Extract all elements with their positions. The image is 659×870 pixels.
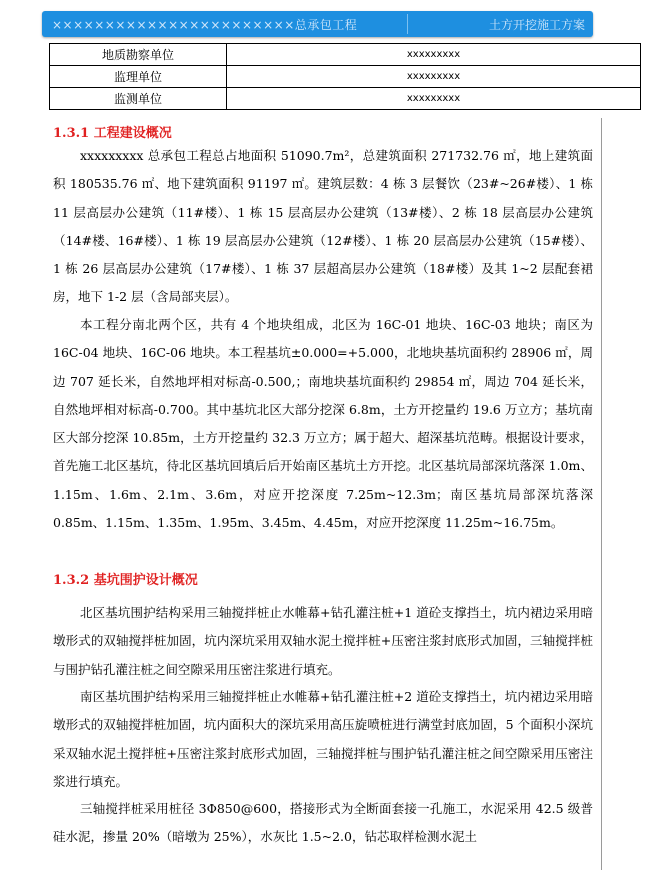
table-row xyxy=(50,66,641,88)
table-cell-value: xxxxxxxxx xyxy=(227,66,641,88)
body-paragraph: 南区基坑围护结构采用三轴搅拌桩止水帷幕+钻孔灌注桩+2 道砼支撑挡土，坑内裙边采用暗墩形式的双轴搅拌桩加固，坑内面积大的深坑采用高压旋喷桩进行满堂封底加固，5 个面积小深坑采双轴水泥土搅拌桩+压密注浆封底形式加固，三轴搅拌桩与围护钻孔灌注桩之间空隙采用压密注浆进行填充。 xyxy=(53,689,593,789)
table-cell-label: 地质勘察单位 xyxy=(50,44,227,66)
table-cell-label: 监测单位 xyxy=(50,88,227,110)
table-row xyxy=(50,44,641,66)
project-units-table xyxy=(49,43,641,110)
header-divider xyxy=(407,14,408,34)
table-cell-label: 监理单位 xyxy=(50,66,227,88)
body-paragraph: 北区基坑围护结构采用三轴搅拌桩止水帷幕+钻孔灌注桩+1 道砼支撑挡土，坑内裙边采用暗墩形式的双轴搅拌桩加固，坑内深坑采用双轴水泥土搅拌桩+压密注浆封底形式加固，三轴搅拌桩与围护钻孔灌注桩之间空隙采用压密注浆进行填充。 xyxy=(53,605,593,677)
table-cell-value: xxxxxxxxx xyxy=(227,44,641,66)
section-heading: 1.3.2 基坑围护设计概况 xyxy=(53,573,198,588)
page-margin-line xyxy=(601,118,602,870)
body-paragraph: xxxxxxxxx 总承包工程总占地面积 51090.7m²，总建筑面积 271732.76 ㎡，地上建筑面积 180535.76 ㎡、地下建筑面积 91197 ㎡。建筑层数：4 栋 3 层餐饮（23#~26#楼）、1 栋 11 层高层办公建筑（11#楼）、1 栋 15 层高层办公建筑（13#楼）、2 栋 18 层高层办公建筑（14#楼、16#楼）、1 栋 19 层高层办公建筑（12#楼）、1 栋 20 层高层办公建筑（15#楼）、1 栋 26 层高层办公建筑（17#楼）、1 栋 37 层超高层办公建筑（18#楼）及其 1~2 层配套裙房，地下 1-2 层（含局部夹层）。 xyxy=(53,148,593,305)
body-paragraph: 本工程分南北两个区，共有 4 个地块组成，北区为 16C-01 地块、16C-03 地块；南区为 16C-04 地块、16C-06 地块。本工程基坑±0.000=+5.000，北地块基坑面积约 28906 ㎡，周边 707 延长米，自然地坪相对标高-0.500,；南地块基坑面积约 29854 ㎡，周边 704 延长米，自然地坪相对标高-0.700。其中基坑北区大部分挖深 6.8m，土方开挖量约 19.6 万立方；基坑南区大部分挖深 10.85m，土方开挖量约 32.3 万立方；属于超大、超深基坑范畴。根据设计要求，首先施工北区基坑，待北区基坑回填后后开始南区基坑土方开挖。北区基坑局部深坑落深 1.0m、1.15m、1.6m、2.1m、3.6m，对应开挖深度 7.25m~12.3m；南区基坑局部深坑落深 0.85m、1.15m、1.35m、1.95m、3.45m、4.45m，对应开挖深度 11.25m~16.75m。 xyxy=(53,317,593,531)
section-heading: 1.3.1 工程建设概况 xyxy=(53,126,172,141)
page-header xyxy=(42,11,593,37)
table-cell-value: xxxxxxxxx xyxy=(227,88,641,110)
table-row xyxy=(50,88,641,110)
header-document-title: 土方开挖施工方案 xyxy=(488,18,585,32)
header-project-title: ×××××××××××××××××××××××总承包工程 xyxy=(52,18,358,32)
body-paragraph: 三轴搅拌桩采用桩径 3Φ850@600，搭接形式为全断面套接一孔施工，水泥采用 42.5 级普硅水泥，掺量 20%（暗墩为 25%），水灰比 1.5~2.0，钻芯取样检测水泥土 xyxy=(53,801,593,845)
